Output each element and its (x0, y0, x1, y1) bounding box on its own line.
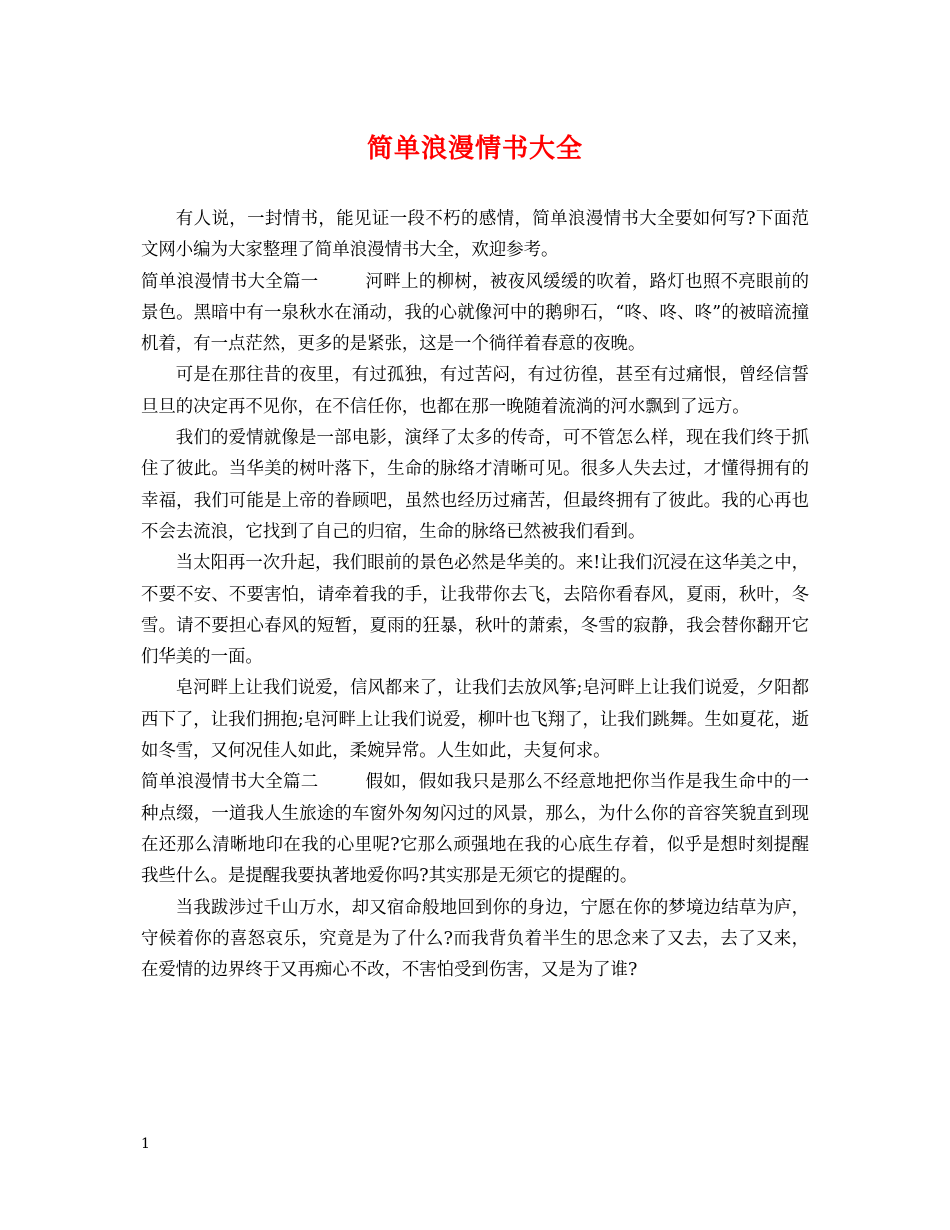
paragraph-text: 当太阳再一次升起，我们眼前的景色必然是华美的。来!让我们沉浸在这华美之中，不要不安、不要害怕，请牵着我的手，让我带你去飞，去陪你看春风，夏雨，秋叶，冬雪。请不要担心春风的短暂，夏雨的狂暴，秋叶的萧索，冬雪的寂静，我会替你翻开它们华美的一面。 (141, 553, 809, 668)
paragraph (141, 893, 809, 987)
paragraph-intro (141, 204, 809, 267)
page-title: 简单浪漫情书大全 (366, 134, 583, 164)
paragraph (141, 360, 809, 423)
section-heading-two: 简单浪漫情书大全篇二 (141, 772, 319, 793)
section-heading-one: 简单浪漫情书大全篇一 (141, 271, 319, 292)
paragraph-section-one (141, 267, 809, 361)
paragraph-section-two (141, 767, 809, 892)
paragraph-text: 河畔上的柳树，被夜风缓缓的吹着，路灯也照不亮眼前的景色。黑暗中有一泉秋水在涌动，我的心就像河中的鹅卵石，“咚、咚、咚”的被暗流撞机着，有一点茫然，更多的是紧张，这是一个徜徉着春意的夜晚。 (141, 271, 809, 355)
paragraph-text: 我们的爱情就像是一部电影，演绎了太多的传奇，可不管怎么样，现在我们终于抓住了彼此。当华美的树叶落下，生命的脉络才清晰可见。很多人失去过，才懂得拥有的幸福，我们可能是上帝的眷顾吧，虽然也经历过痛苦，但最终拥有了彼此。我的心再也不会去流浪，它找到了自己的归宿，生命的脉络已然被我们看到。 (141, 428, 809, 542)
paragraph (141, 673, 809, 767)
paragraph-text: 有人说，一封情书，能见证一段不朽的感情，简单浪漫情书大全要如何写?下面范文网小编为大家整理了简单浪漫情书大全，欢迎参考。 (141, 209, 809, 261)
paragraph (141, 423, 809, 548)
paragraph-text: 当我跋涉过千山万水，却又宿命般地回到你的身边，宁愿在你的梦境边结草为庐，守候着你的喜怒哀乐，究竟是为了什么?而我背负着半生的思念来了又去，去了又来，在爱情的边界终于又再痴心不改，不害怕受到伤害，又是为了谁? (141, 897, 809, 981)
paragraph-text: 皂河畔上让我们说爱，信风都来了，让我们去放风筝;皂河畔上让我们说爱，夕阳都西下了，让我们拥抱;皂河畔上让我们说爱，柳叶也飞翔了，让我们跳舞。生如夏花，逝如冬雪，又何况佳人如此，柔婉异常。人生如此，夫复何求。 (141, 678, 809, 762)
paragraph-text: 假如，假如我只是那么不经意地把你当作是我生命中的一种点缀，一道我人生旅途的车窗外匆匆闪过的风景，那么，为什么你的音容笑貌直到现在还那么清晰地印在我的心里呢?它那么顽强地在我的心底生存着，似乎是想时刻提醒我些什么。是提醒我要执著地爱你吗?其实那是无须它的提醒的。 (141, 772, 809, 887)
paragraph (141, 548, 809, 673)
body-text (141, 204, 809, 986)
paragraph-text: 可是在那往昔的夜里，有过孤独，有过苦闷，有过彷徨，甚至有过痛恨，曾经信誓旦旦的决定再不见你，在不信任你，也都在那一晚随着流淌的河水飘到了远方。 (141, 365, 809, 417)
page-number: 1 (141, 1136, 150, 1152)
